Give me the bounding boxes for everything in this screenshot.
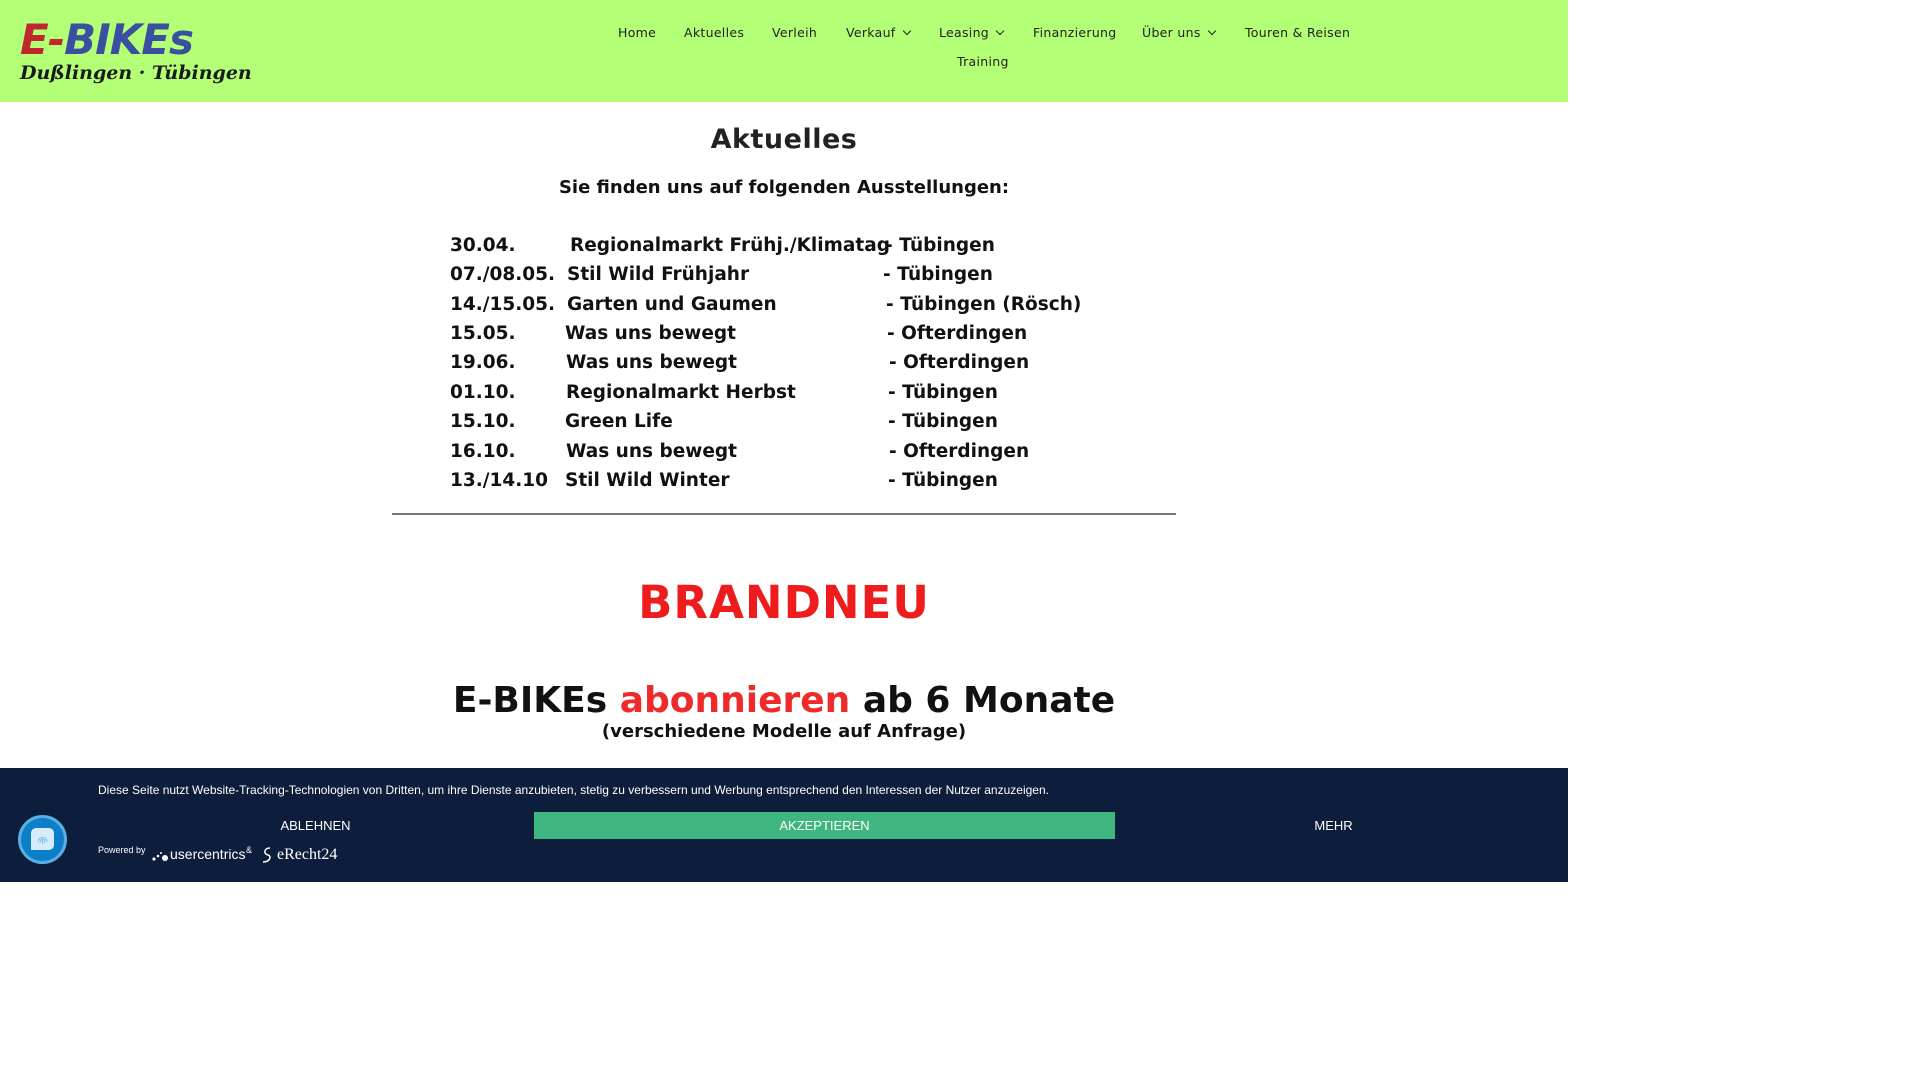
chevron-down-icon (1207, 27, 1215, 35)
chevron-down-icon (996, 27, 1004, 35)
decline-button[interactable]: ABLEHNEN (280, 818, 351, 833)
page-subtitle: Sie finden uns auf folgenden Ausstellungen: (558, 177, 1010, 198)
event-place: - Ofterdingen (889, 441, 1030, 462)
logo-brand-rest: BIKEs (64, 15, 193, 64)
accept-button[interactable]: AKZEPTIEREN (534, 812, 1115, 839)
abo-part3: ab 6 Monate (850, 680, 1116, 721)
event-place: - Tübingen (888, 411, 998, 432)
logo-brand-e: E- (20, 15, 65, 64)
cookie-text: Diese Seite nutzt Website-Tracking-Technologien von Dritten, um ihre Dienste anzubieten, stetig zu verbessern und Werbung entsprechend den Interessen der Nutzer anzuzeigen. (98, 783, 1049, 797)
event-name: Regionalmarkt Herbst (566, 382, 796, 403)
event-name: Green Life (565, 411, 673, 432)
logo-subtitle: Dußlingen · Tübingen (20, 62, 252, 84)
usercentrics-logo[interactable]: usercentrics (170, 846, 246, 862)
nav-item-finanzierung[interactable] (1033, 25, 1117, 40)
nav-item-touren-reisen[interactable] (1245, 25, 1350, 40)
event-name: Was uns bewegt (566, 352, 737, 373)
nav-label: Finanzierung (1033, 25, 1117, 40)
page-title: Aktuelles (710, 124, 858, 155)
abo-subtitle: (verschiedene Modelle auf Anfrage) (601, 721, 967, 742)
erecht24-logo-icon (260, 846, 274, 864)
event-date: 15.05. (450, 323, 516, 344)
abo-heading (0, 680, 1568, 721)
privacy-settings-button[interactable] (18, 815, 67, 864)
nav-label: Training (957, 54, 1009, 69)
nav-label: Über uns (1142, 25, 1201, 40)
nav-label: Home (618, 25, 657, 40)
nav-item-aktuelles[interactable] (684, 25, 744, 40)
abo-part2: abonnieren (619, 680, 851, 721)
event-place: - Tübingen (888, 382, 998, 403)
ampersand: & (246, 845, 253, 855)
cookie-banner (0, 768, 1568, 882)
nav-label: Leasing (939, 25, 990, 40)
event-date: 15.10. (450, 411, 516, 432)
event-date: 07./08.05. (450, 264, 556, 285)
event-name: Garten und Gaumen (567, 294, 777, 315)
event-date: 19.06. (450, 352, 516, 373)
event-name: Stil Wild Winter (565, 470, 730, 491)
nav-label: Verleih (772, 25, 818, 40)
powered-by-label: Powered by (98, 845, 146, 855)
event-name: Was uns bewegt (565, 323, 736, 344)
nav-item-leasing[interactable] (939, 25, 1003, 40)
nav-item-ueber-uns[interactable] (1142, 25, 1215, 40)
event-date: 13./14.10 (450, 470, 549, 491)
more-button[interactable]: MEHR (1314, 818, 1353, 833)
event-date: 14./15.05. (450, 294, 556, 315)
fingerprint-icon (31, 828, 54, 850)
abo-part1: E-BIKEs (452, 680, 620, 721)
erecht24-logo[interactable]: eRecht24 (277, 846, 338, 863)
event-place: - Tübingen (888, 470, 998, 491)
event-place: - Tübingen (885, 235, 995, 256)
nav-label: Verkauf (846, 25, 896, 40)
main-nav (0, 0, 1568, 102)
event-date: 16.10. (450, 441, 516, 462)
event-place: - Ofterdingen (889, 352, 1030, 373)
section-divider (392, 513, 1176, 515)
event-date: 30.04. (450, 235, 516, 256)
event-name: Regionalmarkt Frühj./Klimatag (570, 235, 890, 256)
site-header (0, 0, 1568, 102)
event-place: - Tübingen (883, 264, 993, 285)
nav-item-training[interactable] (957, 54, 1009, 69)
nav-item-verkauf[interactable] (846, 25, 910, 40)
brandneu-heading: BRANDNEU (638, 576, 930, 629)
event-name: Was uns bewegt (566, 441, 737, 462)
nav-item-verleih[interactable] (772, 25, 817, 40)
usercentrics-logo-icon (151, 849, 171, 863)
event-place: - Tübingen (Rösch) (886, 294, 1082, 315)
event-place: - Ofterdingen (887, 323, 1028, 344)
event-name: Stil Wild Frühjahr (567, 264, 750, 285)
nav-label: Touren & Reisen (1245, 25, 1351, 40)
event-date: 01.10. (450, 382, 516, 403)
chevron-down-icon (902, 27, 910, 35)
nav-item-home[interactable] (618, 25, 656, 40)
nav-label: Aktuelles (684, 25, 745, 40)
